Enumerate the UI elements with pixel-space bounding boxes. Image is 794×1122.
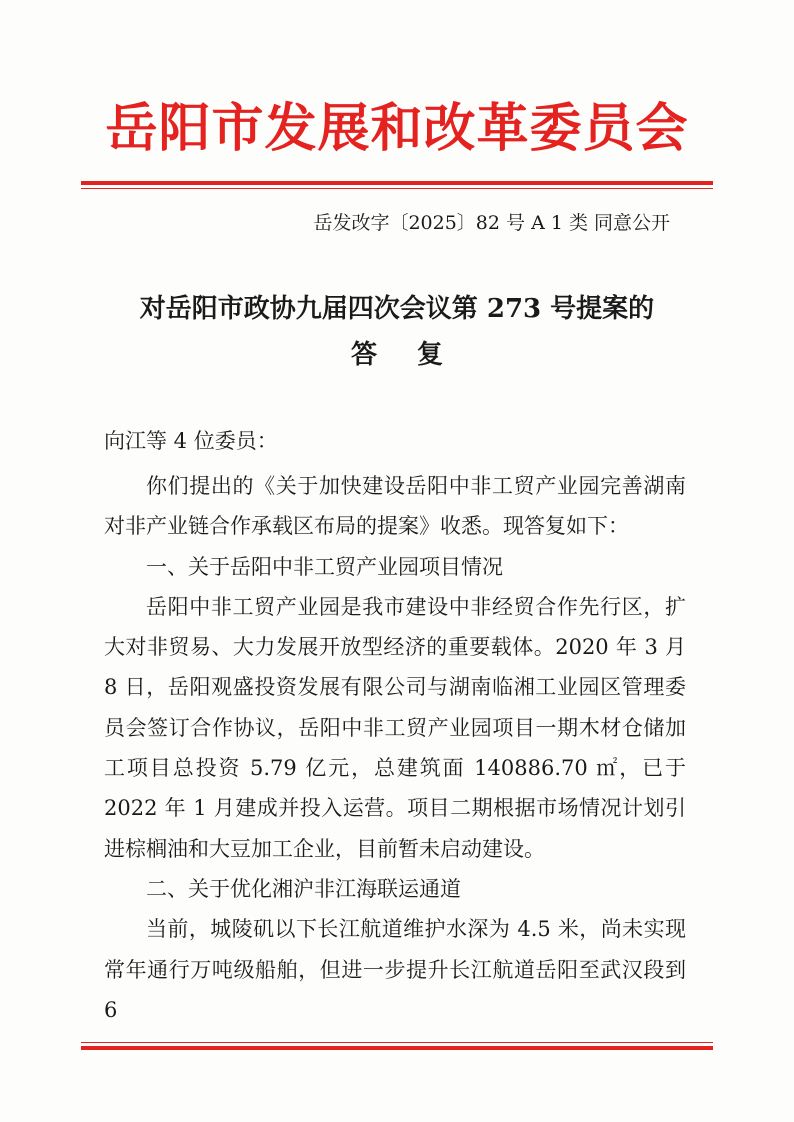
section-heading-1: 一、关于岳阳中非工贸产业园项目情况	[146, 554, 503, 579]
footer-red-rule-thick	[81, 1046, 713, 1050]
document-number: 岳发改字〔2025〕82 号 A 1 类 同意公开	[313, 212, 670, 234]
footer-red-rule-thin	[81, 1042, 713, 1043]
paragraph-section-2: 当前，城陵矶以下长江航道维护水深为 4.5 米，尚未实现常年通行万吨级船舶，但进一步提升长江航道岳阳至武汉段到 6	[104, 917, 686, 1022]
header-red-rule-thin	[81, 188, 713, 189]
paragraph-section-1: 岳阳中非工贸产业园是我市建设中非经贸合作先行区，扩大对非贸易、大力发展开放型经济的重要载体。2020 年 3 月 8 日，岳阳观盛投资发展有限公司与湖南临湘工业园区管理委员会签订合作协议，岳阳中非工贸产业园项目一期木材仓储加工项目总投资 5.79 亿元，总建筑面 140886.70 ㎡，已于 2022 年 1 月建成并投入运营。项目二期根据市场情况计划引进棕榈油和大豆加工企业，目前暂未启动建设。	[104, 594, 686, 861]
document-title-line-1: 对岳阳市政协九届四次会议第 273 号提案的	[139, 294, 655, 324]
salutation: 向江等 4 位委员：	[104, 429, 278, 453]
issuing-organization-header: 岳阳市发展和改革委员会	[105, 98, 689, 159]
section-heading-2: 二、关于优化湘沪非江海联运通道	[146, 876, 461, 901]
paragraph-intro: 你们提出的《关于加快建设岳阳中非工贸产业园完善湖南对非产业链合作承载区布局的提案》收悉。现答复如下：	[104, 474, 686, 539]
document-body	[104, 466, 686, 1030]
header-red-rule-thick	[81, 181, 713, 185]
document-title-line-2: 答复	[350, 340, 483, 370]
